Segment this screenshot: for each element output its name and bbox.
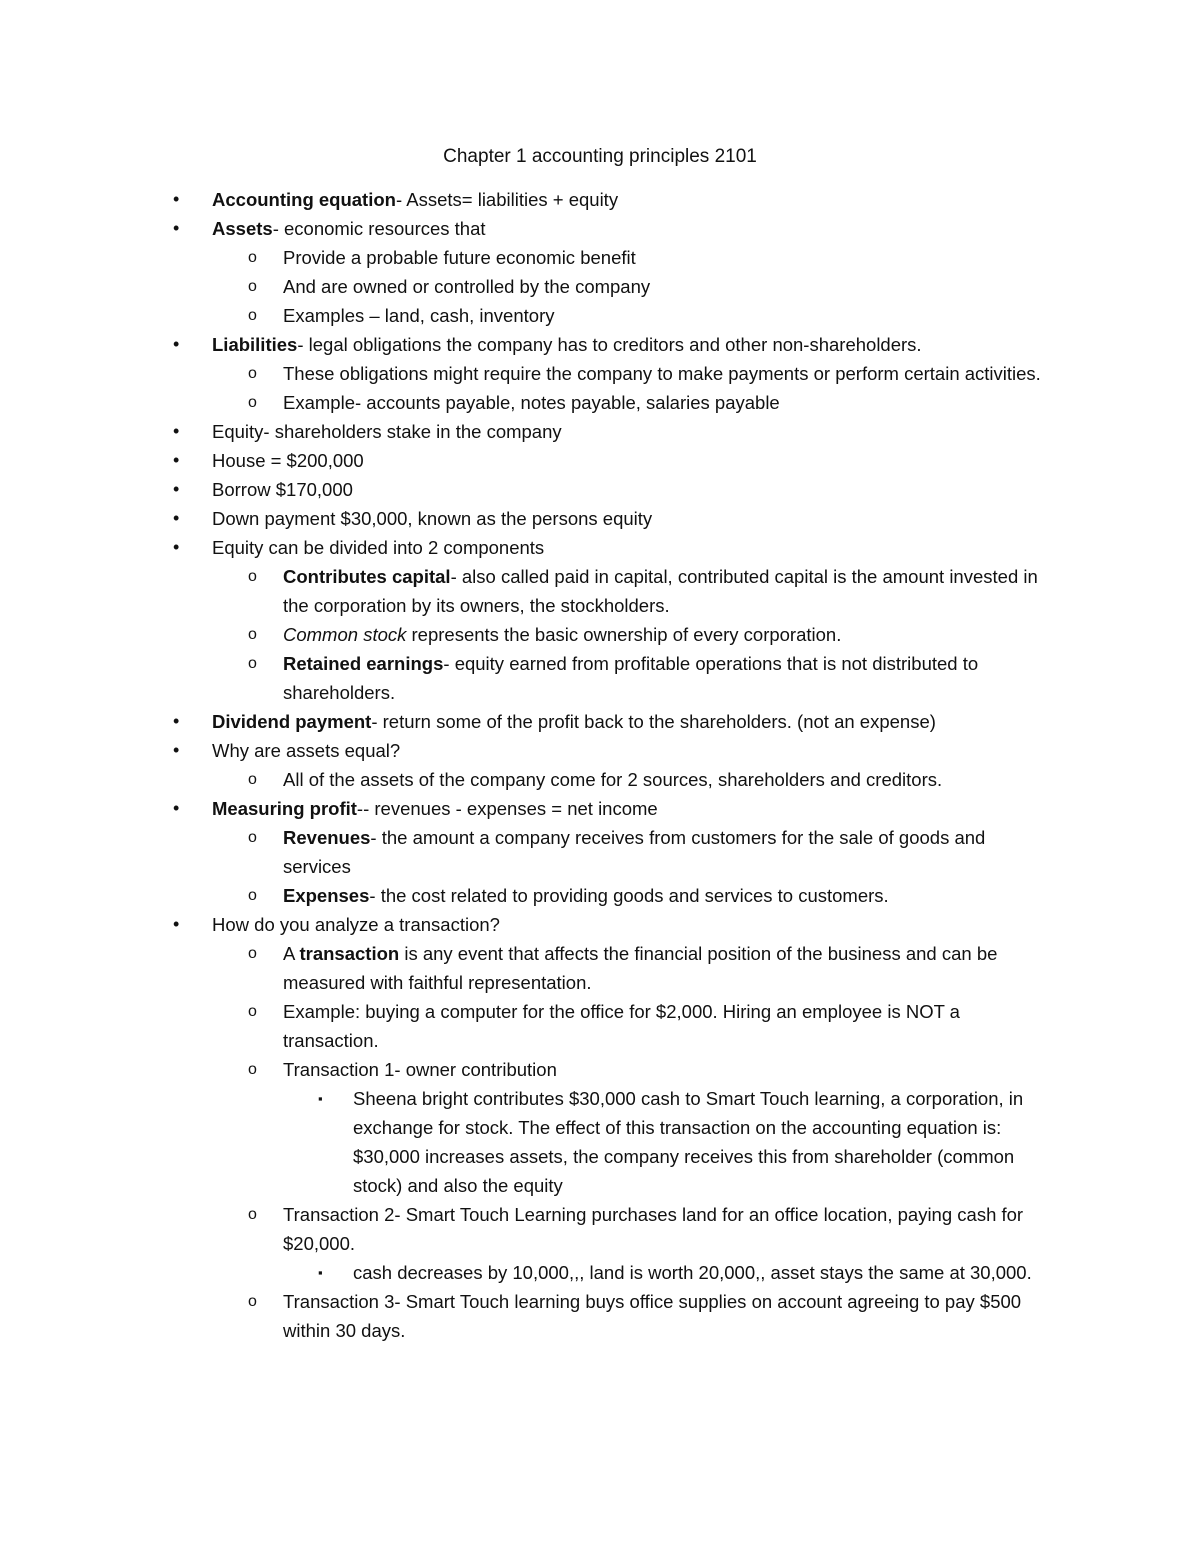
- bullet-marker: o: [248, 1206, 257, 1223]
- list-item: [0, 1084, 1053, 1200]
- text-run: A: [283, 943, 300, 964]
- list-item: [0, 823, 1043, 881]
- text-run: And are owned or controlled by the company: [283, 276, 651, 297]
- list-item: [0, 446, 1062, 475]
- list-item-text: [283, 247, 636, 268]
- text-run: How do you analyze a transaction?: [212, 914, 500, 935]
- bold-term: Retained earnings: [283, 653, 444, 674]
- list-item-text: [212, 798, 658, 819]
- bullet-marker: ▪: [318, 1265, 323, 1280]
- text-run: cash decreases by 10,000,,, land is worth 20,000,, asset stays the same at 30,000.: [353, 1262, 1032, 1283]
- text-run: - the cost related to providing goods and services to customers.: [369, 885, 889, 906]
- text-run: Sheena bright contributes $30,000 cash to Smart Touch learning, a corporation, in exchange for stock. The effect of this transaction on the accounting equation is: $30,000 increases assets, the company receives this from shareholder (common stock) and also the equity: [353, 1088, 1024, 1196]
- list-item: [0, 504, 1062, 533]
- list-item: [0, 881, 1043, 910]
- bold-term: Accounting equation: [212, 189, 396, 210]
- list-item-text: [212, 218, 486, 239]
- bold-term: Revenues: [283, 827, 371, 848]
- list-item-text: [283, 363, 1041, 384]
- bullet-marker: •: [173, 711, 180, 731]
- list-item-text: [283, 1291, 1021, 1341]
- text-run: is any event that affects the financial position of the business and can be measured with faithful representation.: [283, 943, 998, 993]
- list-item: [0, 475, 1062, 504]
- text-run: Down payment $30,000, known as the persons equity: [212, 508, 653, 529]
- bullet-marker: o: [248, 1061, 257, 1078]
- text-run: Borrow $170,000: [212, 479, 353, 500]
- text-run: - equity earned from profitable operations that is not distributed to shareholders.: [283, 653, 979, 703]
- list-item: [0, 359, 1043, 388]
- bold-term: Contributes capital: [283, 566, 451, 587]
- list-item-text: [212, 711, 936, 732]
- bullet-marker: ▪: [318, 1091, 323, 1106]
- text-run: Example: buying a computer for the office for $2,000. Hiring an employee is NOT a transaction.: [283, 1001, 960, 1051]
- list-item-text: [212, 334, 922, 355]
- list-item-text: [283, 1059, 557, 1080]
- list-item-text: [283, 392, 780, 413]
- list-item-text: [283, 885, 889, 906]
- page-title: Chapter 1 accounting principles 2101: [443, 146, 757, 167]
- bullet-marker: •: [173, 508, 180, 528]
- list-item: [0, 1258, 1053, 1287]
- text-run: Transaction 2- Smart Touch Learning purchases land for an office location, paying cash for $20,000.: [283, 1204, 1024, 1254]
- text-run: Transaction 1- owner contribution: [283, 1059, 557, 1080]
- list-item-text: [212, 508, 652, 529]
- bullet-marker: •: [173, 450, 180, 470]
- list-item: [0, 533, 1062, 562]
- text-run: Equity- shareholders stake in the company: [212, 421, 562, 442]
- list-item: [0, 1055, 1043, 1084]
- bullet-list: [0, 185, 1200, 1345]
- list-item-text: [353, 1088, 1023, 1196]
- bold-term: Liabilities: [212, 334, 298, 355]
- list-item-text: [353, 1262, 1032, 1283]
- bold-term: Dividend payment: [212, 711, 372, 732]
- list-item: [0, 417, 1062, 446]
- list-item: [0, 736, 1062, 765]
- bullet-marker: o: [248, 829, 257, 846]
- bullet-marker: o: [248, 887, 257, 904]
- bold-term: transaction: [299, 943, 400, 964]
- list-item-text: [283, 827, 985, 877]
- bullet-marker: •: [173, 421, 180, 441]
- text-run: - Assets= liabilities + equity: [395, 189, 619, 210]
- list-item-text: [283, 305, 554, 326]
- text-run: - economic resources that: [272, 218, 486, 239]
- bullet-marker: o: [248, 249, 257, 266]
- bullet-marker: o: [248, 1293, 257, 1310]
- text-run: Examples – land, cash, inventory: [283, 305, 555, 326]
- list-item: [0, 214, 1062, 243]
- list-item: [0, 707, 1062, 736]
- bullet-marker: o: [248, 1003, 257, 1020]
- list-item-text: [212, 537, 544, 558]
- list-item: [0, 997, 1043, 1055]
- list-item-text: [283, 1204, 1023, 1254]
- text-run: Example- accounts payable, notes payable, salaries payable: [283, 392, 780, 413]
- list-item-text: [212, 421, 562, 442]
- list-item: [0, 649, 1043, 707]
- bullet-marker: o: [248, 394, 257, 411]
- list-item: [0, 243, 1043, 272]
- bullet-marker: •: [173, 537, 180, 557]
- text-run: Provide a probable future economic benefit: [283, 247, 636, 268]
- list-item: [0, 1200, 1043, 1258]
- bullet-marker: o: [248, 945, 257, 962]
- list-item: [0, 939, 1043, 997]
- text-run: - the amount a company receives from customers for the sale of goods and services: [283, 827, 986, 877]
- text-run: All of the assets of the company come for 2 sources, shareholders and creditors.: [283, 769, 943, 790]
- list-item: [0, 330, 1062, 359]
- text-run: represents the basic ownership of every corporation.: [406, 624, 842, 645]
- bullet-marker: o: [248, 278, 257, 295]
- list-item: [0, 620, 1043, 649]
- bold-term: Measuring profit: [212, 798, 357, 819]
- list-item: [0, 301, 1043, 330]
- list-item: [0, 185, 1062, 214]
- list-item: [0, 272, 1043, 301]
- list-item-text: [283, 1001, 960, 1051]
- list-item-text: [283, 566, 1038, 616]
- text-run: House = $200,000: [212, 450, 364, 471]
- list-item: [0, 1287, 1043, 1345]
- bullet-marker: o: [248, 307, 257, 324]
- bullet-marker: o: [248, 771, 257, 788]
- text-run: Equity can be divided into 2 components: [212, 537, 545, 558]
- list-item-text: [212, 189, 618, 210]
- list-item-text: [283, 276, 650, 297]
- bold-term: Assets: [212, 218, 273, 239]
- bullet-marker: •: [173, 334, 180, 354]
- list-item: [0, 562, 1043, 620]
- bullet-marker: •: [173, 740, 180, 760]
- text-run: - legal obligations the company has to creditors and other non-shareholders.: [297, 334, 922, 355]
- list-item-text: [283, 769, 942, 790]
- list-item-text: [212, 914, 500, 935]
- bullet-marker: •: [173, 798, 180, 818]
- list-item-text: [283, 624, 841, 645]
- list-item-text: [283, 943, 997, 993]
- bullet-marker: •: [173, 479, 180, 499]
- bullet-marker: o: [248, 626, 257, 643]
- list-item-text: [212, 479, 353, 500]
- text-run: These obligations might require the company to make payments or perform certain activities.: [283, 363, 1041, 384]
- text-run: -- revenues - expenses = net income: [356, 798, 658, 819]
- bullet-marker: •: [173, 218, 180, 238]
- list-item: [0, 910, 1062, 939]
- bullet-marker: •: [173, 914, 180, 934]
- italic-term: Common stock: [283, 624, 407, 645]
- list-item: [0, 794, 1062, 823]
- text-run: - also called paid in capital, contributed capital is the amount invested in the corporation by its owners, the stockholders.: [283, 566, 1038, 616]
- list-item-text: [283, 653, 978, 703]
- bullet-marker: o: [248, 655, 257, 672]
- list-item-text: [212, 450, 364, 471]
- list-item: [0, 388, 1043, 417]
- text-run: Transaction 3- Smart Touch learning buys office supplies on account agreeing to pay $500 within 30 days.: [283, 1291, 1022, 1341]
- bullet-marker: o: [248, 568, 257, 585]
- text-run: Why are assets equal?: [212, 740, 401, 761]
- text-run: - return some of the profit back to the shareholders. (not an expense): [371, 711, 936, 732]
- bullet-marker: •: [173, 189, 180, 209]
- list-item: [0, 765, 1043, 794]
- list-item-text: [212, 740, 400, 761]
- bullet-marker: o: [248, 365, 257, 382]
- bold-term: Expenses: [283, 885, 370, 906]
